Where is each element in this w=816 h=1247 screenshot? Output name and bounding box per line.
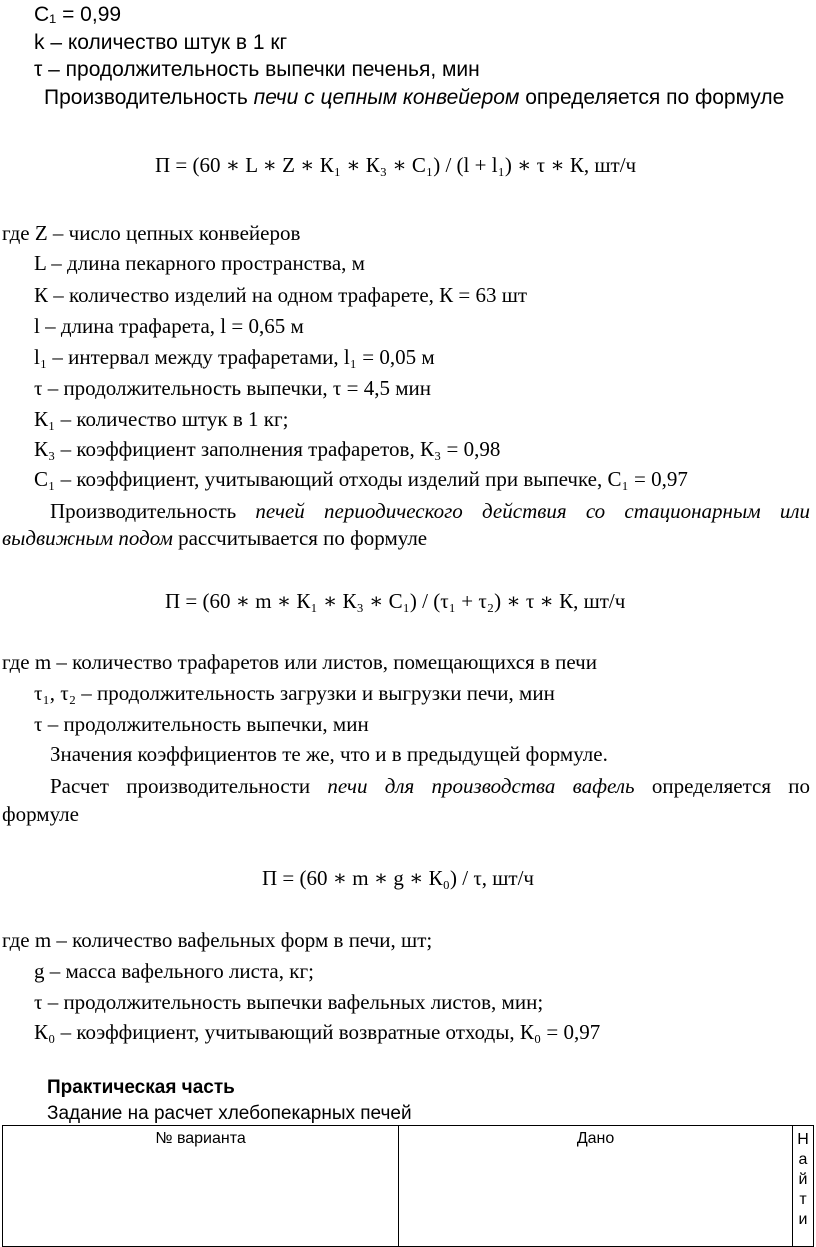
chain-intro-italic: печи с цепным конвейером	[253, 86, 520, 109]
chain-def-z: где Z – число цепных конвейеров	[2, 221, 301, 245]
header-find-letter: Н	[797, 1131, 809, 1148]
chain-def-l-length: l – длина трафарета, l = 0,65 м	[34, 314, 304, 338]
chain-intro-suffix: определяется по формуле	[519, 86, 785, 109]
header-find-letter: т	[799, 1191, 807, 1208]
periodic-paragraph-line2	[2, 525, 427, 551]
wafer-prefix: Расчет производительности	[50, 774, 328, 798]
wafer-def-k0: К₀ – коэффициент, учитывающий возвратные отходы, К₀ = 0,97	[34, 1020, 601, 1044]
periodic-suffix: рассчитывается по формуле	[172, 526, 428, 550]
wafer-paragraph-line1	[2, 773, 810, 799]
periodic-def-tau12: τ₁, τ₂ – продолжительность загрузки и выгрузки печи, мин	[34, 681, 555, 705]
header-find-letter: и	[798, 1211, 808, 1228]
intro-tau: τ – продолжительность выпечки печенья, мин	[34, 58, 480, 81]
chain-formula: П = (60 ∗ L ∗ Z ∗ К₁ ∗ К₃ ∗ С₁) / (l + l₁) ∗ τ ∗ К, шт/ч	[155, 153, 637, 177]
chain-def-k3: К₃ – коэффициент заполнения трафаретов, К₃ = 0,98	[34, 437, 501, 461]
periodic-italic-2: выдвижным подом	[2, 526, 173, 550]
task-table	[2, 1125, 814, 1247]
periodic-paragraph-line1	[2, 498, 810, 524]
header-variant: № варианта	[3, 1126, 399, 1247]
header-find-letter: й	[798, 1171, 808, 1188]
chain-def-l1: l₁ – интервал между трафаретами, l₁ = 0,05 м	[34, 345, 435, 369]
chain-def-k: К – количество изделий на одном трафарете, К = 63 шт	[34, 283, 528, 307]
table-row	[3, 1126, 814, 1247]
wafer-formula: П = (60 ∗ m ∗ g ∗ К₀) / τ, шт/ч	[262, 866, 534, 890]
wafer-def-tau: τ – продолжительность выпечки вафельных листов, мин;	[34, 990, 544, 1014]
chain-def-l: L – длина пекарного пространства, м	[34, 251, 365, 275]
practical-heading: Практическая часть	[47, 1077, 235, 1098]
periodic-italic-1: печей периодического действия со стационарным или	[255, 499, 810, 523]
wafer-paragraph-line2: формуле	[2, 802, 79, 826]
intro-k: k – количество штук в 1 кг	[34, 31, 288, 54]
chain-def-k1: К₁ – количество штук в 1 кг;	[34, 407, 289, 431]
periodic-def-m: где m – количество трафаретов или листов, помещающихся в печи	[2, 650, 597, 674]
periodic-note: Значения коэффициентов те же, что и в предыдущей формуле.	[50, 742, 608, 766]
header-find-letter: а	[798, 1151, 808, 1168]
header-find	[792, 1126, 813, 1247]
practical-task: Задание на расчет хлебопекарных печей	[47, 1103, 412, 1124]
wafer-def-m: где m – количество вафельных форм в печи, шт;	[2, 928, 433, 952]
periodic-prefix: Производительность	[50, 499, 256, 523]
wafer-def-g: g – масса вафельного листа, кг;	[34, 959, 314, 983]
wafer-suffix: определяется по	[634, 774, 810, 798]
intro-c1: С₁ = 0,99	[34, 3, 122, 26]
header-given: Дано	[399, 1126, 793, 1247]
chain-def-tau: τ – продолжительность выпечки, τ = 4,5 мин	[34, 376, 431, 400]
periodic-formula: П = (60 ∗ m ∗ К₁ ∗ К₃ ∗ С₁) / (τ₁ + τ₂) ∗ τ ∗ К, шт/ч	[165, 589, 626, 613]
chain-def-c1: С₁ – коэффициент, учитывающий отходы изделий при выпечке, С₁ = 0,97	[34, 467, 688, 491]
wafer-italic: печи для производства вафель	[327, 774, 635, 798]
chain-intro-paragraph	[44, 85, 784, 111]
chain-intro-prefix: Производительность	[44, 86, 254, 109]
periodic-def-tau: τ – продолжительность выпечки, мин	[34, 712, 369, 736]
